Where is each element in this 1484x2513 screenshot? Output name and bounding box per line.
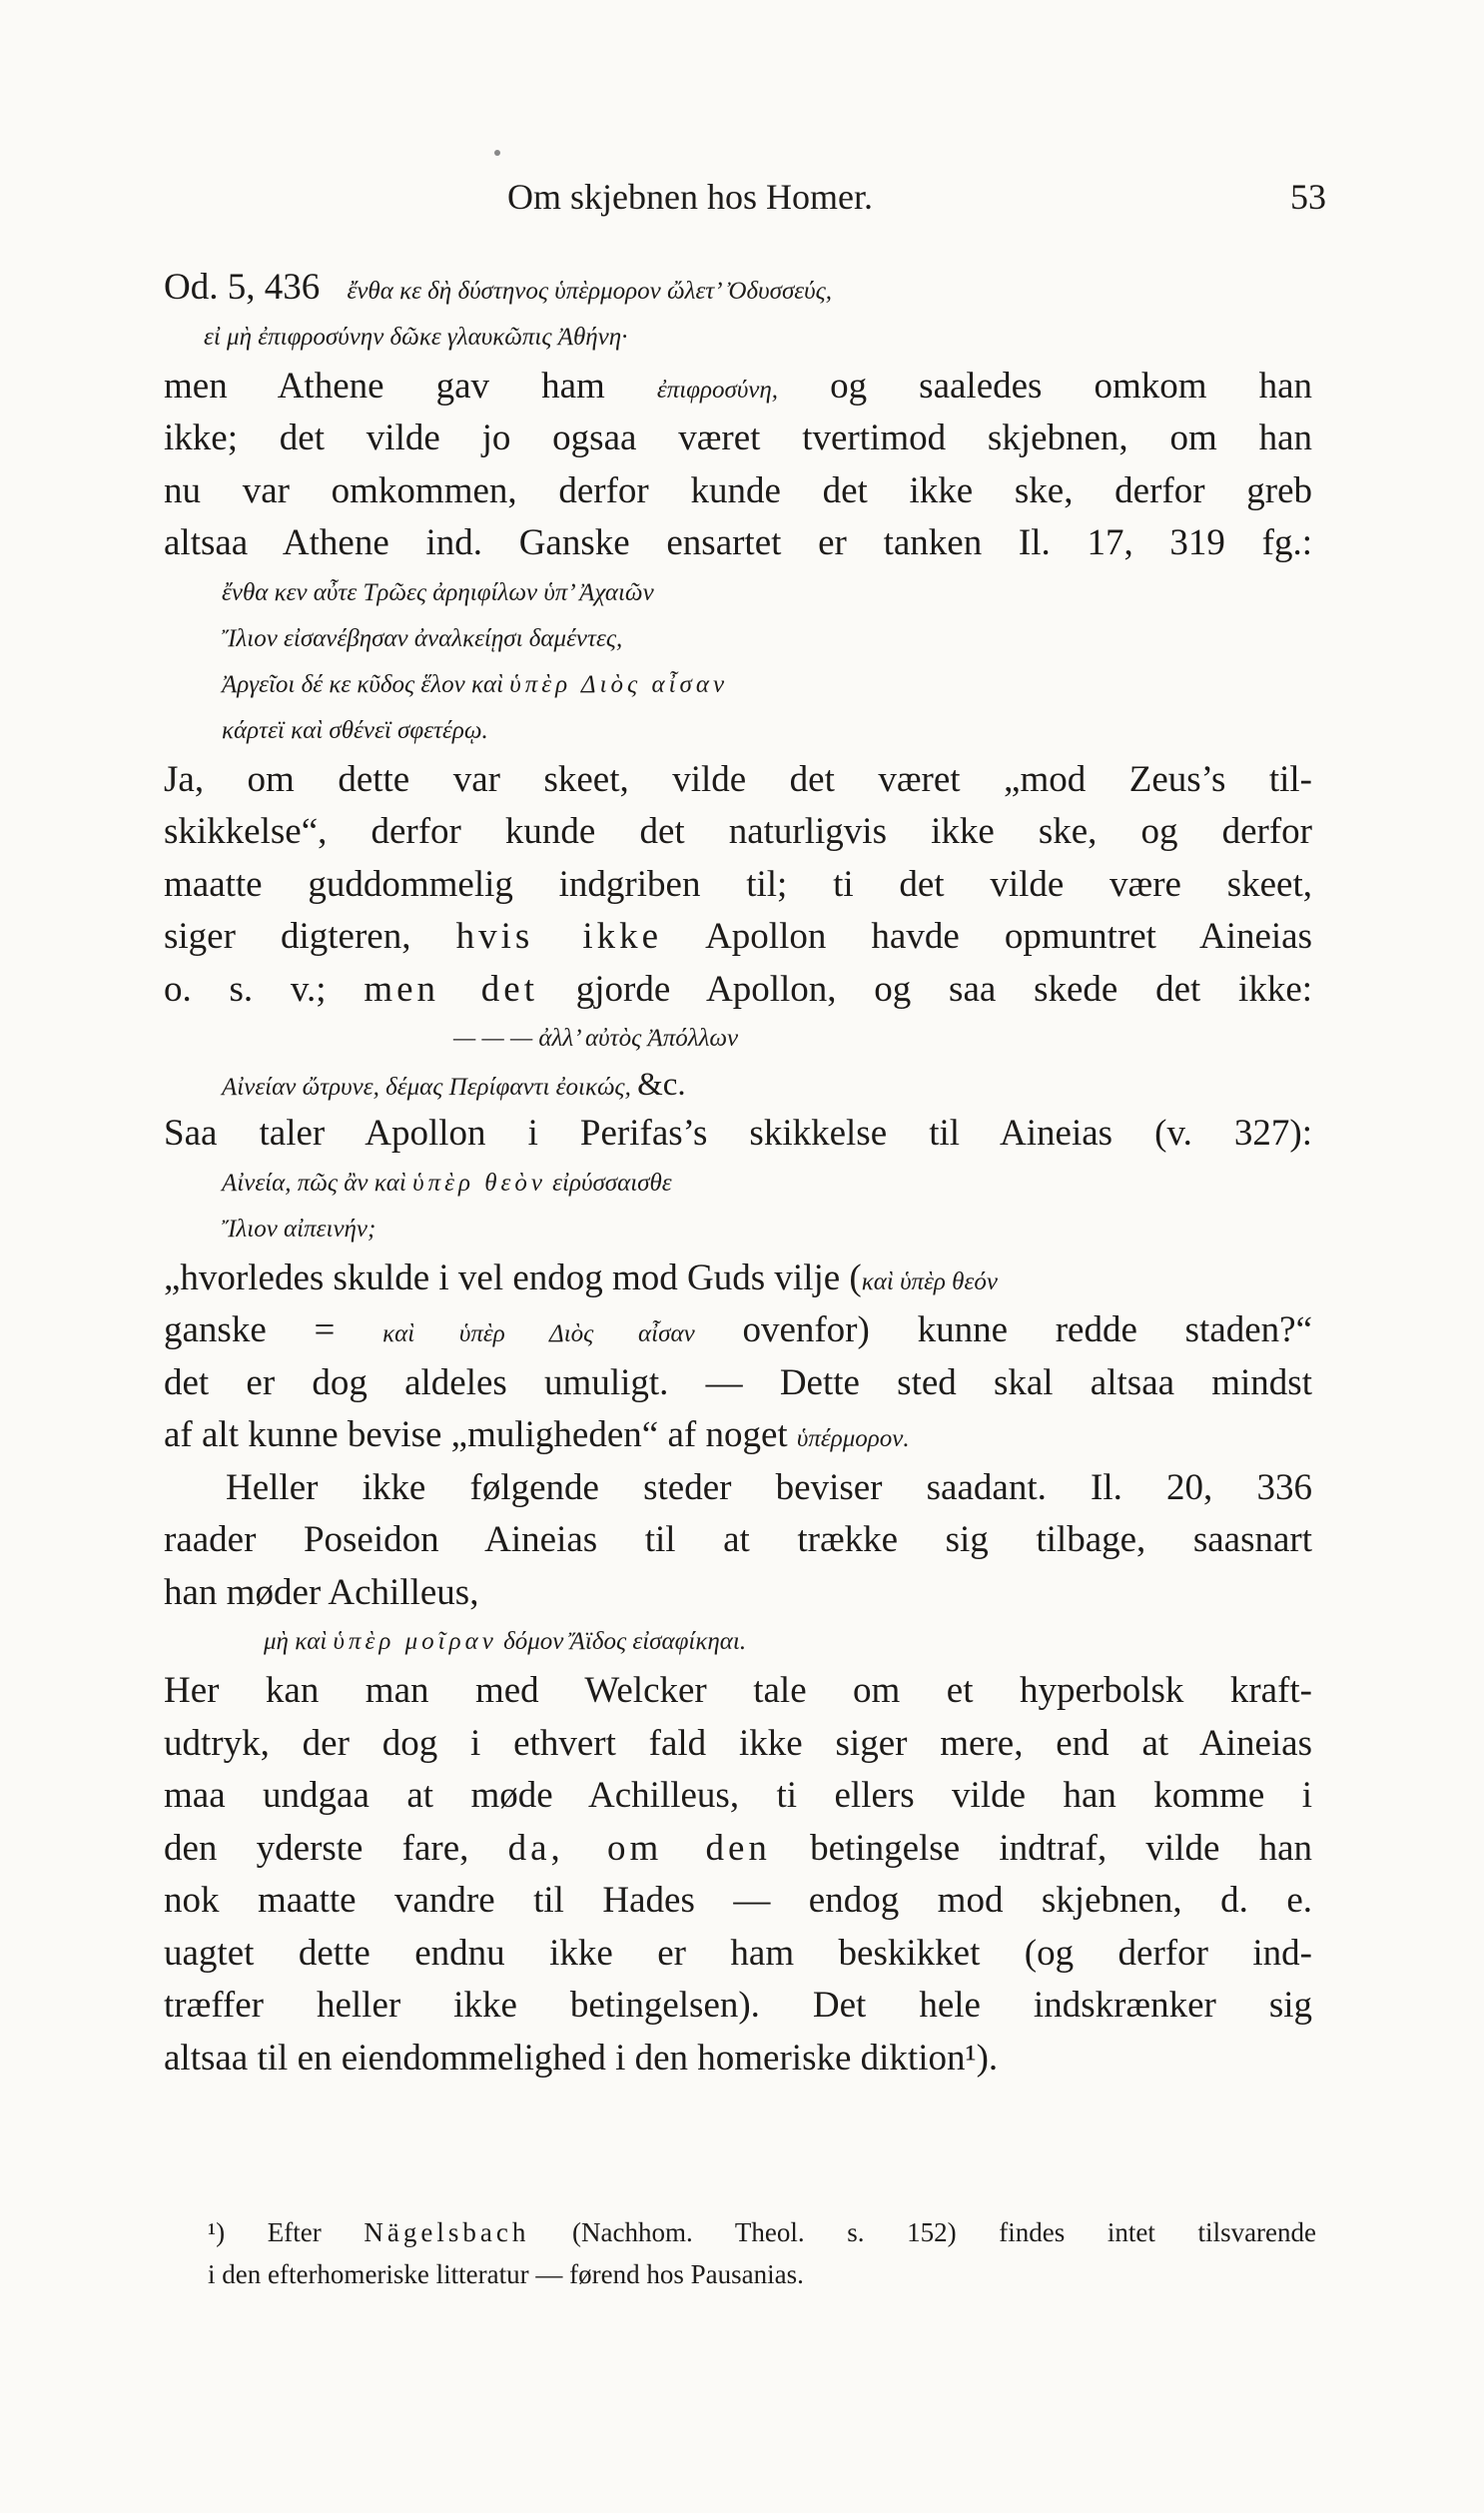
text-span: betingelse indtraf, vilde han <box>810 1827 1312 1869</box>
text-span: men Athene gav ham <box>164 365 605 407</box>
greek-span: εἰρύσσαισθε <box>552 1169 672 1197</box>
greek-quote: ἔνθα κε δὴ δύστηνος ὑπὲρμορον ὤλετ’ Ὀδυσσεύς, <box>347 278 833 305</box>
text-line: uagtet dette endnu ikke er ham beskikket (og derfor ind- <box>164 1932 1312 1974</box>
text-span: ovenfor) kunne redde staden?“ <box>742 1309 1313 1350</box>
text-span: og saaledes omkom han <box>830 365 1313 407</box>
running-title: Om skjebnen hos Homer. <box>507 177 873 217</box>
text-line: nu var omkommen, derfor kunde det ikke ske, derfor greb <box>164 469 1312 511</box>
text-line <box>164 911 1312 964</box>
main-text <box>164 262 1312 2085</box>
text-span: af alt kunne bevise „muligheden“ af noget <box>164 1414 788 1455</box>
text-line: det er dog aldeles umuligt. — Dette sted skal altsaa mindst <box>164 1361 1312 1403</box>
text-line: Heller ikke følgende steder beviser saadant. Il. 20, 336 <box>226 1466 1312 1508</box>
greek-word: ὑπέρμορον. <box>796 1425 910 1452</box>
text-span: siger digteren, <box>164 916 411 957</box>
greek-span: Ἀργεῖοι δέ κε κῦδος ἕλον καὶ <box>222 670 504 698</box>
running-header <box>507 176 1326 232</box>
print-speck <box>494 150 500 156</box>
greek-verse: — — — ἀλλ’ αὐτὸς Ἀπόλλων <box>453 1025 739 1052</box>
text-span: o. s. v.; <box>164 968 327 1010</box>
spaced-emphasis: men det <box>364 968 538 1010</box>
text-span: gjorde Apollon, og saa skede det ikke: <box>575 968 1313 1010</box>
text-line: altsaa til en eiendommelighed i den homeriske diktion¹). <box>164 2037 999 2079</box>
spaced-emphasis: Nägelsbach <box>364 2217 530 2247</box>
text-line <box>164 1253 1312 1305</box>
footnote-line <box>208 2211 1316 2253</box>
text-span: ganske = <box>164 1309 336 1350</box>
footnote-marker: ¹) <box>208 2217 226 2247</box>
text-line: maa undgaa at møde Achilleus, ti ellers vilde han komme i <box>164 1775 1312 1816</box>
greek-emphasis: ὑπὲρ θεὸν <box>412 1169 546 1197</box>
greek-verse <box>164 1619 1312 1665</box>
text-span: „hvorledes skulde i vel endog mod Guds vilje ( <box>164 1256 862 1298</box>
greek-span: Αἰνεία, πῶς ἂν καὶ <box>222 1169 406 1197</box>
greek-verse <box>164 662 1312 708</box>
text-line <box>164 964 1312 1017</box>
text-line: raader Poseidon Aineias til at trække sig tilbage, saasnart <box>164 1519 1312 1560</box>
text-line: han møder Achilleus, <box>164 1571 479 1613</box>
greek-span: μὴ καὶ <box>264 1628 328 1655</box>
spaced-emphasis: da, om den <box>507 1827 771 1869</box>
etc-mark: &c. <box>637 1067 686 1103</box>
text-line: udtryk, der dog i ethvert fald ikke siger mere, end at Aineias <box>164 1722 1312 1764</box>
text-span: Apollon havde opmuntret Aineias <box>705 916 1312 957</box>
greek-word: ἐπιφροσύνη, <box>656 376 779 404</box>
greek-verse: ἔνθα κεν αὖτε Τρῶες ἀρηιφίλων ὑπ’ Ἀχαιῶν <box>222 578 654 606</box>
greek-span: δόμον Ἄϊδος εἰσαφίκηαι. <box>503 1628 747 1655</box>
greek-verse: κάρτεϊ καὶ σθένεϊ σφετέρῳ. <box>222 716 488 744</box>
greek-emphasis: ὑπὲρ Διὸς αἶσαν <box>509 670 729 698</box>
spaced-emphasis: hvis ikke <box>455 916 663 957</box>
greek-word: καὶ ὑπὲρ θεόν <box>861 1267 998 1295</box>
text-line: Ja, om dette var skeet, vilde det været „mod Zeus’s til- <box>164 758 1312 800</box>
greek-verse <box>164 1062 1312 1108</box>
greek-verse: Ἴλιον εἰσανέβησαν ἀναλκείῃσι δαμέντες, <box>222 624 623 652</box>
greek-word: καὶ ὑπὲρ Διὸς αἶσαν <box>382 1320 695 1347</box>
text-line: træffer heller ikke betingelsen). Det hele indskrænker sig <box>164 1985 1312 2026</box>
text-line: Her kan man med Welcker tale om et hyperbolsk kraft- <box>164 1670 1312 1711</box>
footnote <box>208 2211 1316 2295</box>
text-line: maatte guddommelig indgriben til; ti det vilde være skeet, <box>164 863 1312 905</box>
greek-verse <box>164 1161 1312 1207</box>
text-line: nok maatte vandre til Hades — endog mod skjebnen, d. e. <box>164 1880 1312 1921</box>
footnote-line: i den efterhomeriske litteratur — førend hos Pausanias. <box>208 2259 804 2289</box>
text-line <box>164 262 1312 315</box>
text-span: (Nachhom. Theol. s. 152) findes intet tilsvarende <box>571 2217 1317 2247</box>
greek-verse: εἰ μὴ ἐπιφροσύνην δῶκε γλαυκῶπις Ἀθήνη· <box>204 323 628 351</box>
page-number: 53 <box>1290 177 1326 217</box>
text-line: Saa taler Apollon i Perifas’s skikkelse til Aineias (v. 327): <box>164 1113 1312 1154</box>
text-line <box>164 1304 1312 1357</box>
citation: Od. 5, 436 <box>164 267 321 308</box>
text-line <box>164 1823 1312 1876</box>
text-line <box>164 1409 1312 1462</box>
text-line: altsaa Athene ind. Ganske ensartet er tanken Il. 17, 319 fg.: <box>164 522 1312 563</box>
greek-span: Αἰνείαν ὤτρυνε, δέμας Περίφαντι ἐοικώς, <box>222 1074 631 1101</box>
text-span: Efter <box>267 2217 322 2247</box>
greek-emphasis: ὑπὲρ μοῖραν <box>333 1628 497 1655</box>
text-span: den yderste fare, <box>164 1827 469 1869</box>
greek-verse: Ἴλιον αἰπεινήν; <box>222 1215 376 1243</box>
text-line: skikkelse“, derfor kunde det naturligvis ikke ske, og derfor <box>164 811 1312 852</box>
text-line: ikke; det vilde jo ogsaa været tvertimod skjebnen, om han <box>164 418 1312 458</box>
text-line <box>164 361 1312 414</box>
